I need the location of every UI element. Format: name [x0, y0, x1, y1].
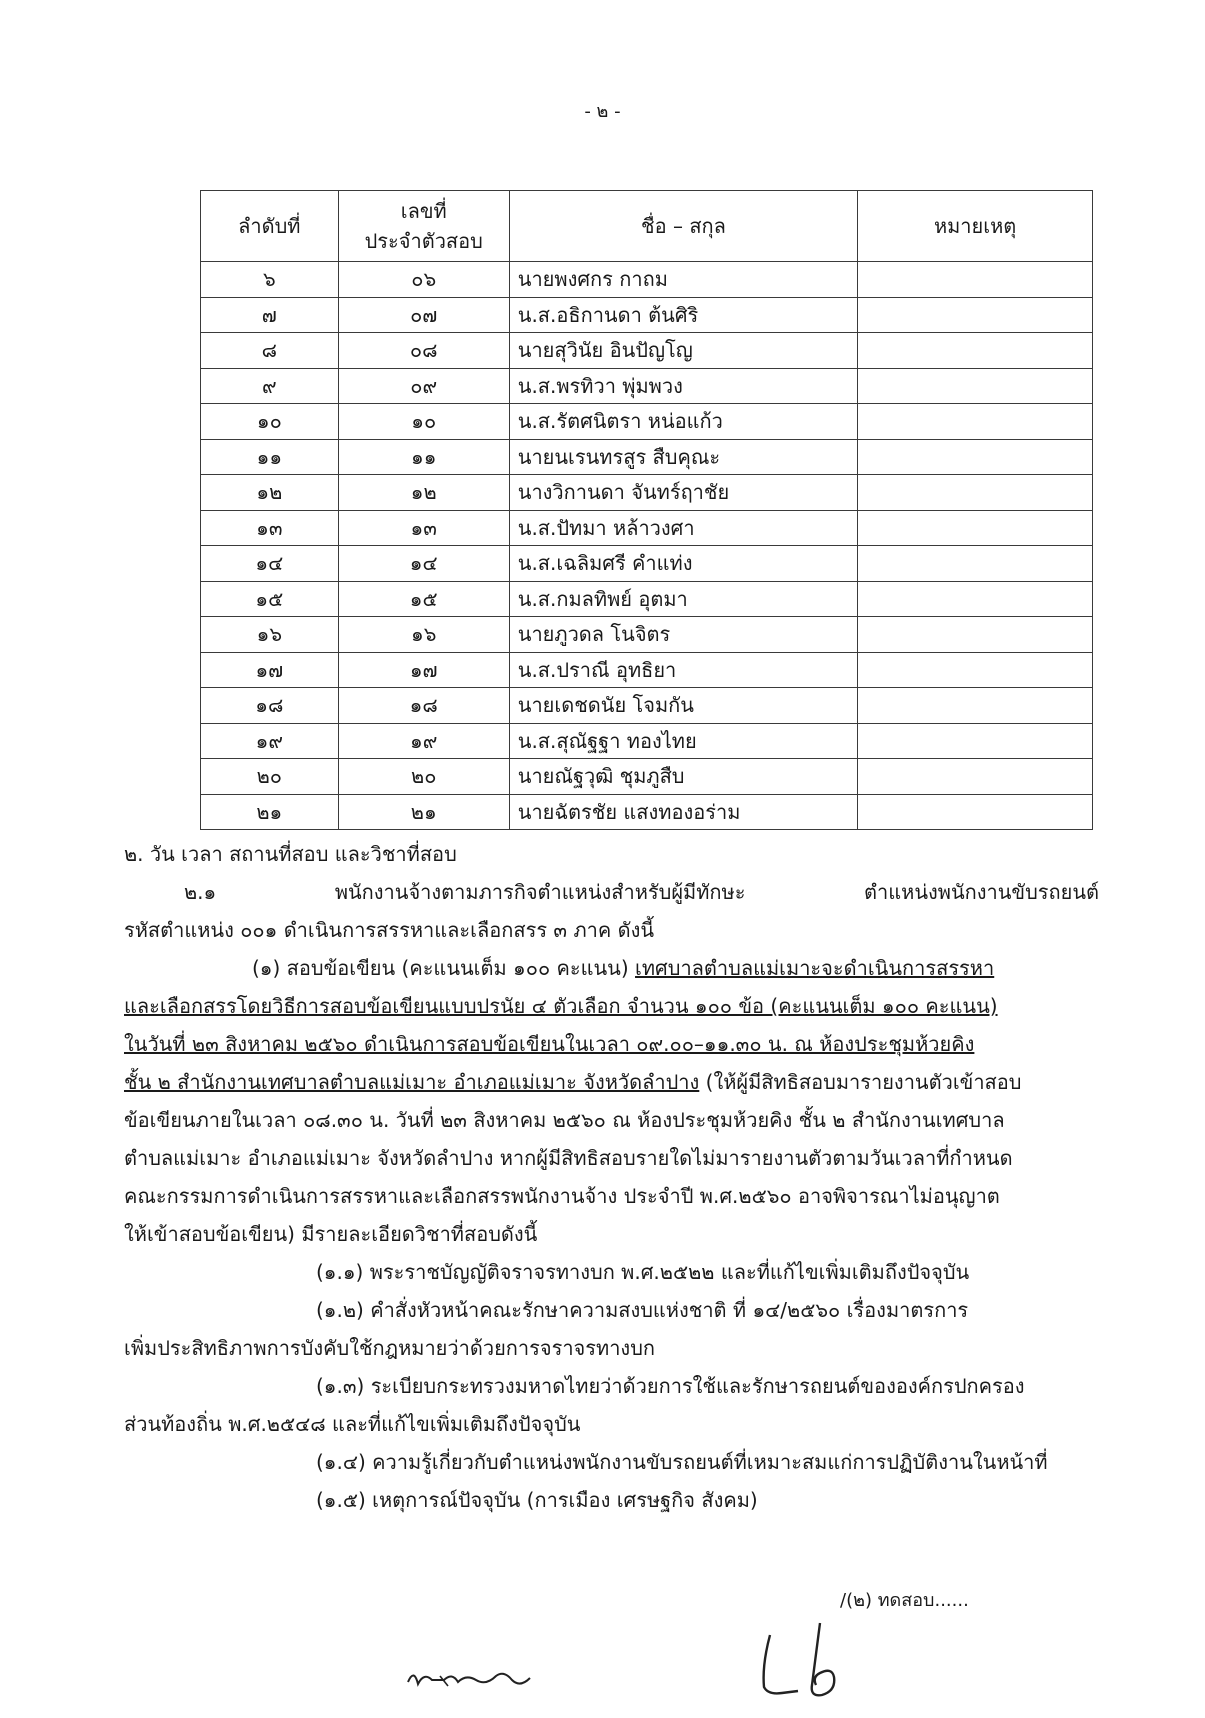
name-cell: น.ส.กมลทิพย์ อุตมา — [509, 581, 857, 617]
signature-2 — [750, 1615, 870, 1705]
remark-cell — [858, 368, 1093, 404]
exam-id-cell: ๑๖ — [338, 617, 509, 653]
remark-cell — [858, 759, 1093, 795]
name-cell: น.ส.พรทิวา พุ่มพวง — [509, 368, 857, 404]
exam-id-cell: ๑๓ — [338, 510, 509, 546]
section-2-heading: ๒. วัน เวลา สถานที่สอบ และวิชาที่สอบ — [124, 842, 457, 866]
para-1-line-6: ตำบลแม่เมาะ อำเภอแม่เมาะ จังหวัดลำปาง หากผู้มีสิทธิสอบรายใดไม่มารายงานตัวตามวันเวลาที่กำหนด — [124, 1146, 1013, 1170]
exam-id-cell: ๐๙ — [338, 368, 509, 404]
para-1-line-5: ข้อเขียนภายในเวลา ๐๘.๓๐ น. วันที่ ๒๓ สิงหาคม ๒๕๖๐ ณ ห้องประชุมห้วยคิง ชั้น ๒ สำนักงานเทศบาล — [124, 1108, 1005, 1132]
name-cell: นายณัฐวุฒิ ชุมภูสืบ — [509, 759, 857, 795]
exam-id-cell: ๑๒ — [338, 475, 509, 511]
remark-cell — [858, 794, 1093, 830]
table-row — [201, 262, 1093, 298]
order-cell: ๑๔ — [201, 546, 339, 582]
candidate-table — [200, 190, 1093, 830]
table-row — [201, 794, 1093, 830]
name-cell: นายภูวดล โนจิตร — [509, 617, 857, 653]
remark-cell — [858, 333, 1093, 369]
exam-id-cell: ๐๖ — [338, 262, 509, 298]
name-cell: นายนเรนทรสูร สืบคุณะ — [509, 439, 857, 475]
order-cell: ๗ — [201, 297, 339, 333]
exam-id-cell: ๑๑ — [338, 439, 509, 475]
exam-id-cell: ๐๘ — [338, 333, 509, 369]
exam-id-cell: ๒๑ — [338, 794, 509, 830]
exam-id-cell: ๒๐ — [338, 759, 509, 795]
para-1-line-3: ในวันที่ ๒๓ สิงหาคม ๒๕๖๐ ดำเนินการสอบข้อเขียนในเวลา ๐๙.๐๐–๑๑.๓๐ น. ณ ห้องประชุมห้วยคิง — [124, 1032, 975, 1056]
subject-1-3-line-1: (๑.๓) ระเบียบกระทรวงมหาดไทยว่าด้วยการใช้และรักษารถยนต์ขององค์กรปกครอง — [316, 1374, 1025, 1398]
col-header-order: ลำดับที่ — [201, 191, 339, 262]
name-cell: น.ส.สุณัฐฐา ทองไทย — [509, 723, 857, 759]
order-cell: ๑๐ — [201, 404, 339, 440]
remark-cell — [858, 617, 1093, 653]
subject-1-2-line-1: (๑.๒) คำสั่งหัวหน้าคณะรักษาความสงบแห่งชาติ ที่ ๑๔/๒๕๖๐ เรื่องมาตรการ — [316, 1298, 969, 1322]
remark-cell — [858, 723, 1093, 759]
subject-1-3-line-2: ส่วนท้องถิ่น พ.ศ.๒๕๔๘ และที่แก้ไขเพิ่มเติมถึงปัจจุบัน — [124, 1412, 581, 1436]
subject-1-2-line-2: เพิ่มประสิทธิภาพการบังคับใช้กฎหมายว่าด้วยการจราจรทางบก — [124, 1336, 656, 1360]
page-number: - ๒ - — [584, 101, 621, 122]
order-cell: ๑๓ — [201, 510, 339, 546]
name-cell: น.ส.เฉลิมศรี คำแท่ง — [509, 546, 857, 582]
col-header-remark: หมายเหตุ — [858, 191, 1093, 262]
name-cell: นายสุวินัย อินปัญโญ — [509, 333, 857, 369]
section-2 — [124, 835, 1099, 1519]
table-row — [201, 652, 1093, 688]
order-cell: ๑๖ — [201, 617, 339, 653]
para-1-line-4 — [124, 1063, 1099, 1101]
order-cell: ๒๐ — [201, 759, 339, 795]
table-row — [201, 368, 1093, 404]
table-row — [201, 333, 1093, 369]
order-cell: ๑๙ — [201, 723, 339, 759]
name-cell: น.ส.ปราณี อุทธิยา — [509, 652, 857, 688]
remark-cell — [858, 510, 1093, 546]
exam-id-cell: ๑๙ — [338, 723, 509, 759]
signature-1 — [400, 1650, 600, 1700]
subject-1-4: (๑.๔) ความรู้เกี่ยวกับตำแหน่งพนักงานขับรถยนต์ที่เหมาะสมแก่การปฏิบัติงานในหน้าที่ — [316, 1450, 1048, 1474]
para-1-line-4-underlined: ชั้น ๒ สำนักงานเทศบาลตำบลแม่เมาะ อำเภอแม่เมาะ จังหวัดลำปาง — [124, 1070, 700, 1094]
exam-id-cell: ๑๕ — [338, 581, 509, 617]
table-row — [201, 439, 1093, 475]
table-row — [201, 546, 1093, 582]
table-header — [201, 191, 1093, 262]
remark-cell — [858, 262, 1093, 298]
para-1-line-4-rest: (ให้ผู้มีสิทธิสอบมารายงานตัวเข้าสอบ — [699, 1070, 1022, 1094]
order-cell: ๑๒ — [201, 475, 339, 511]
exam-id-cell: ๑๗ — [338, 652, 509, 688]
para-2-1-line-2: รหัสตำแหน่ง ๐๐๑ ดำเนินการสรรหาและเลือกสรร ๓ ภาค ดังนี้ — [124, 918, 655, 942]
remark-cell — [858, 688, 1093, 724]
remark-cell — [858, 439, 1093, 475]
col-header-exam-id: เลขที่ ประจำตัวสอบ — [338, 191, 509, 262]
table-row — [201, 688, 1093, 724]
exam-id-cell: ๑๐ — [338, 404, 509, 440]
exam-id-cell: ๑๔ — [338, 546, 509, 582]
name-cell: น.ส.ปัทมา หล้าวงศา — [509, 510, 857, 546]
exam-id-cell: ๐๗ — [338, 297, 509, 333]
order-cell: ๑๑ — [201, 439, 339, 475]
name-cell: นายพงศกร กาถม — [509, 262, 857, 298]
remark-cell — [858, 404, 1093, 440]
para-1-line-1-underlined: เทศบาลตำบลแม่เมาะจะดำเนินการสรรหา — [635, 956, 995, 980]
para-2-1-line-1: ๒.๑ พนักงานจ้างตามภารกิจตำแหน่งสำหรับผู้มีทักษะ ตำแหน่งพนักงานขับรถยนต์ — [184, 880, 1099, 904]
para-1-line-8: ให้เข้าสอบข้อเขียน) มีรายละเอียดวิชาที่สอบดังนี้ — [124, 1222, 538, 1246]
para-1-line-1-intro: (๑) สอบข้อเขียน (คะแนนเต็ม ๑๐๐ คะแนน) — [252, 956, 636, 980]
table-row — [201, 581, 1093, 617]
order-cell: ๒๑ — [201, 794, 339, 830]
table-row — [201, 723, 1093, 759]
remark-cell — [858, 546, 1093, 582]
col-header-name: ชื่อ – สกุล — [509, 191, 857, 262]
name-cell: นายฉัตรชัย แสงทองอร่าม — [509, 794, 857, 830]
exam-id-cell: ๑๘ — [338, 688, 509, 724]
order-cell: ๘ — [201, 333, 339, 369]
table-row — [201, 475, 1093, 511]
order-cell: ๖ — [201, 262, 339, 298]
table-row — [201, 617, 1093, 653]
table-row — [201, 404, 1093, 440]
name-cell: นายเดชดนัย โจมกัน — [509, 688, 857, 724]
remark-cell — [858, 652, 1093, 688]
order-cell: ๑๗ — [201, 652, 339, 688]
name-cell: น.ส.รัตศนิตรา หน่อแก้ว — [509, 404, 857, 440]
name-cell: น.ส.อธิกานดา ต้นศิริ — [509, 297, 857, 333]
para-1-line-1 — [124, 949, 1099, 987]
continuation-note: /(๒) ทดสอบ...... — [840, 1590, 969, 1611]
table-row — [201, 510, 1093, 546]
remark-cell — [858, 475, 1093, 511]
table-row — [201, 297, 1093, 333]
para-1-line-2: และเลือกสรรโดยวิธีการสอบข้อเขียนแบบปรนัย ๔ ตัวเลือก จำนวน ๑๐๐ ข้อ (คะแนนเต็ม ๑๐๐ คะแนน) — [124, 994, 998, 1018]
remark-cell — [858, 581, 1093, 617]
subject-1-5: (๑.๕) เหตุการณ์ปัจจุบัน (การเมือง เศรษฐกิจ สังคม) — [316, 1488, 758, 1512]
subject-1-1: (๑.๑) พระราชบัญญัติจราจรทางบก พ.ศ.๒๕๒๒ และที่แก้ไขเพิ่มเติมถึงปัจจุบัน — [316, 1260, 970, 1284]
order-cell: ๙ — [201, 368, 339, 404]
remark-cell — [858, 297, 1093, 333]
table-body — [201, 262, 1093, 830]
name-cell: นางวิกานดา จันทร์ฤาชัย — [509, 475, 857, 511]
order-cell: ๑๘ — [201, 688, 339, 724]
para-1-line-7: คณะกรรมการดำเนินการสรรหาและเลือกสรรพนักงานจ้าง ประจำปี พ.ศ.๒๕๖๐ อาจพิจารณาไม่อนุญาต — [124, 1184, 1000, 1208]
table-row — [201, 759, 1093, 795]
order-cell: ๑๕ — [201, 581, 339, 617]
